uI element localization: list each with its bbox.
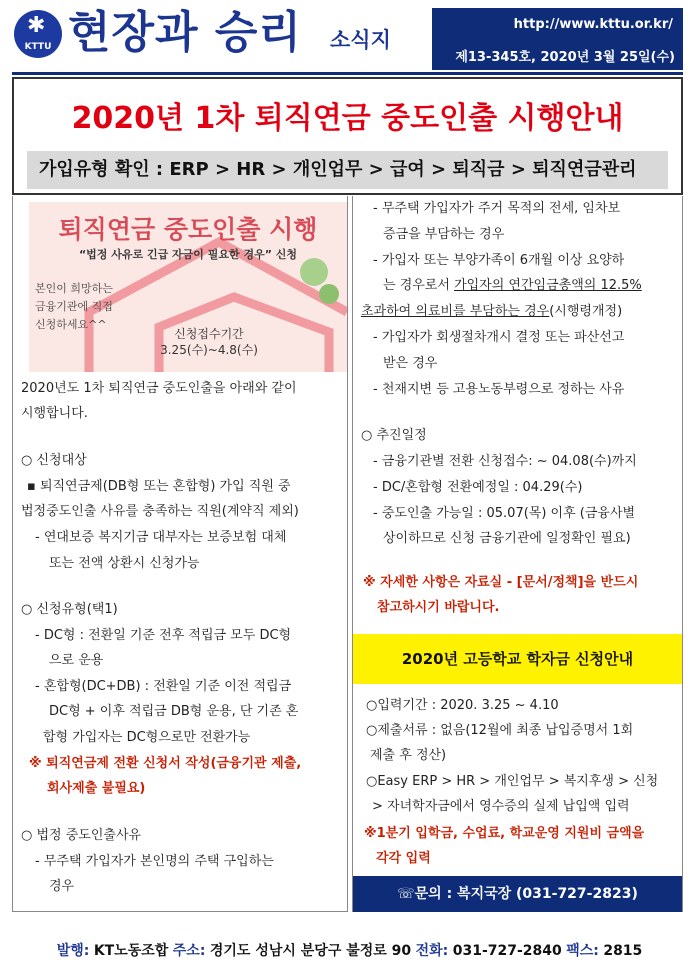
section-line: - 혼합형(DC+DB) : 전환일 기준 이전 적립금 [35,679,292,694]
tuition-note: 각각 입력 [376,851,431,866]
menu-path-bar: 가입유형 확인 : ERP > HR > 개인업무 > 급여 > 퇴직금 > 퇴직연금관리 [27,151,668,189]
period-label: 신청접수기간 [174,327,244,341]
promo-banner [29,202,347,372]
phone: 031-727-2840 [452,943,562,959]
section-line: ▪ 퇴직연금제(DB형 또는 혼합형) 가입 직원 중 [27,479,291,494]
banner-note-line: 신청하세요^^ [35,318,107,331]
reason-line [383,273,642,298]
tuition-line: > 자녀학자금에서 영수증의 실제 납입액 입력 [372,799,630,814]
section-line: DC형 + 이후 적립금 DB형 운용, 단 기존 혼 [49,704,299,719]
banner-title: 퇴직연금 중도인출 시행 [58,215,318,244]
section-line: 법정중도인출 사유를 충족하는 직원(계약직 제외) [21,504,299,519]
banner-period [149,326,269,358]
publisher-label: 발행: [56,943,90,959]
schedule-line: 상이하므로 신청 금융기관에 일정확인 필요) [383,531,631,546]
tuition-line: ○입력기간 : 2020. 3.25 ~ 4.10 [366,698,559,713]
banner-note [35,280,155,334]
tuition-line: ○Easy ERP > HR > 개인업무 > 복지후생 > 신청 [366,774,659,789]
tuition-section-heading: 2020년 고등학교 학자금 신청안내 [353,634,682,684]
reason-line: - 가입자 또는 부양가족이 6개월 이상 요양하 [373,253,625,268]
schedule-line: - DC/혼합형 전환예정일 : 04.29(수) [373,480,583,495]
section-line: 경우 [49,879,75,894]
banner-note-line: 본인이 희망하는 [35,282,113,295]
banner-subtitle: “법정 사유로 긴급 자금이 필요한 경우” 신청 [78,248,298,261]
schedule-line: - 금융기관별 전환 신청접수: ~ 04.08(수)까지 [373,454,637,469]
reason-line [361,299,622,324]
site-url[interactable]: http://www.kttu.or.kr/ [513,17,673,32]
reason-line: - 천재지변 등 고용노동부령으로 정하는 사유 [373,382,625,397]
intro-line: 2020년도 1차 퇴직연금 중도인출을 아래와 같이 [21,381,297,396]
kttu-logo [14,10,62,58]
masthead-title: 현장과 승리 [68,7,302,58]
intro-line: 시행합니다. [21,406,88,421]
section-line: 또는 전액 상환시 신청가능 [49,556,200,571]
header-info-box [432,8,683,70]
reason-line: 증금을 부담하는 경우 [383,227,505,242]
reason-underlined: 초과하여 의료비를 부담하는 경우 [361,304,550,319]
conversion-note: 회사제출 불필요) [47,781,146,796]
schedule-line: - 중도인출 가능일 : 05.07(목) 이후 (금융사별 [373,506,636,521]
issue-date: 제13-345호, 2020년 3월 25일(수) [455,50,675,65]
reason-line: 받은 경우 [383,356,438,371]
header-divider [12,72,683,75]
tuition-line: ○제출서류 : 없음(12월에 최종 납입증명서 1회 [366,723,634,738]
address: 경기도 성남시 분당구 불정로 90 [209,943,412,959]
fax-label: 팩스: [566,943,599,959]
section-line: - 연대보증 복지기금 대부자는 보증보험 대체 [35,530,287,545]
masthead-subtitle: 소식지 [330,28,391,52]
conversion-note: ※ 퇴직연금제 전환 신청서 작성(금융기관 제출, [29,756,302,771]
title-box [12,77,683,195]
period-value: 3.25(수)~4.8(수) [160,343,258,357]
section-line: 합형 가입자는 DC형으로만 전환가능 [43,730,251,745]
fax: 2815 [603,943,643,959]
reason-text: 는 경우로서 [383,278,455,293]
publisher: KT노동조합 [93,943,169,959]
page-title: 2020년 1차 퇴직연금 중도인출 시행안내 [71,101,624,136]
reference-note: 참고하시기 바랍니다. [377,600,500,615]
reference-note: ※ 자세한 사항은 자료실 - [문서/정책]을 반드시 [363,575,639,590]
section-line: - 무주택 가입자가 본인명의 주택 구입하는 [35,854,274,869]
section-line: - DC형 : 전환일 기준 전후 적립금 모두 DC형 [35,628,292,643]
reason-line: - 무주택 가입자가 주거 목적의 전세, 임차보 [373,201,621,216]
banner-note-line: 금융기관에 직접 [35,300,113,313]
tuition-line: 제출 후 정산) [370,748,447,763]
logo-text: KTTU [24,42,52,52]
section-heading: ○ 추진일정 [361,428,427,443]
section-line: 으로 운용 [49,653,104,668]
star-icon: ✱ [27,13,46,38]
footer [0,940,699,960]
section-heading: ○ 신청대상 [21,453,87,468]
left-column [12,196,348,912]
address-label: 주소: [172,943,206,959]
reason-line: - 가입자가 회생절차개시 결정 또는 파산선고 [373,330,625,345]
reason-underlined: 가입자의 연간임금총액의 12.5% [454,278,642,293]
section-heading: ○ 신청유형(택1) [21,602,118,617]
reason-text: (시행령개정) [549,304,623,319]
section-heading: ○ 법정 중도인출사유 [21,828,142,843]
contact-bar: ☏문의 : 복지국장 (031-727-2823) [353,876,682,912]
phone-label: 전화: [415,943,449,959]
tuition-note: ※1분기 입학금, 수업료, 학교운영 지원비 금액을 [364,826,645,841]
